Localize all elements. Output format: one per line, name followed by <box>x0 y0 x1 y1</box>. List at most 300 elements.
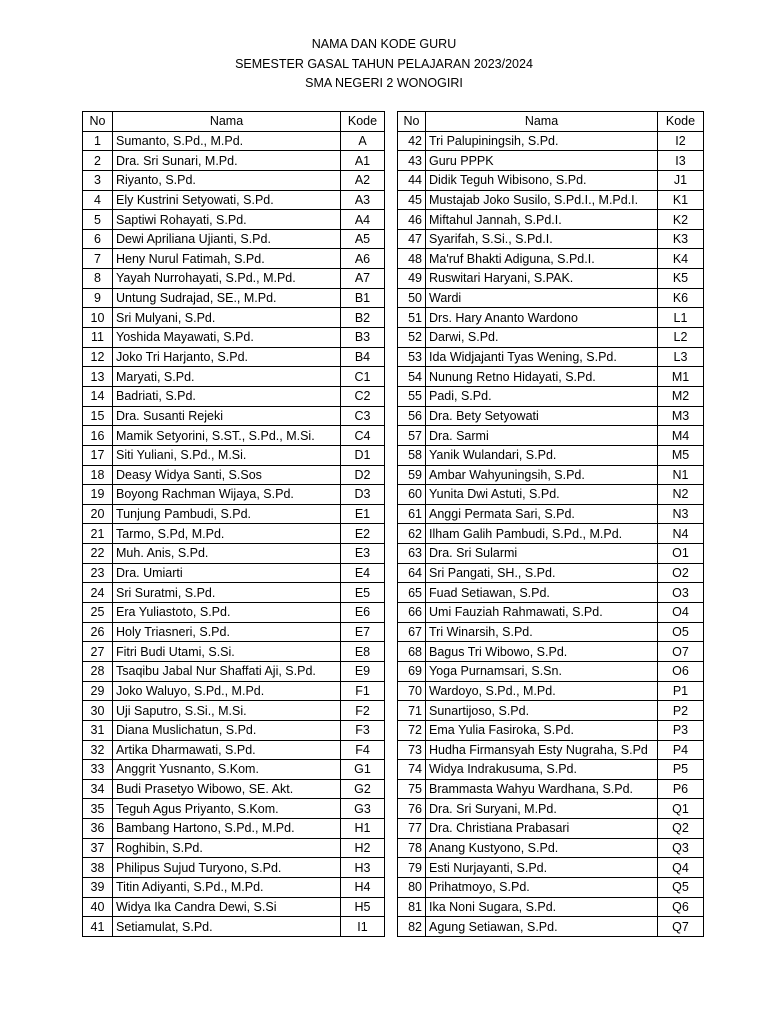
cell-nama: Guru PPPK <box>426 151 658 171</box>
cell-kode: K1 <box>658 190 704 210</box>
table-row <box>398 386 704 406</box>
cell-nama: Tunjung Pambudi, S.Pd. <box>113 504 341 524</box>
cell-kode: O6 <box>658 661 704 681</box>
cell-nama: Nunung Retno Hidayati, S.Pd. <box>426 367 658 387</box>
cell-no: 36 <box>83 819 113 839</box>
cell-nama: Sri Pangati, SH., S.Pd. <box>426 563 658 583</box>
table-row <box>83 917 385 937</box>
table-row <box>398 249 704 269</box>
column-header-kode: Kode <box>341 112 385 132</box>
table-row <box>83 426 385 446</box>
cell-no: 8 <box>83 269 113 289</box>
table-row <box>83 406 385 426</box>
cell-kode: O7 <box>658 642 704 662</box>
cell-kode: Q4 <box>658 858 704 878</box>
table-row <box>398 406 704 426</box>
table-row <box>83 877 385 897</box>
cell-nama: Bambang Hartono, S.Pd., M.Pd. <box>113 819 341 839</box>
cell-no: 44 <box>398 170 426 190</box>
table-row <box>398 485 704 505</box>
cell-no: 77 <box>398 819 426 839</box>
table-row <box>398 897 704 917</box>
column-header-no: No <box>398 112 426 132</box>
table-row <box>398 603 704 623</box>
table-row <box>398 681 704 701</box>
cell-kode: A1 <box>341 151 385 171</box>
cell-nama: Ma'ruf Bhakti Adiguna, S.Pd.I. <box>426 249 658 269</box>
cell-nama: Agung Setiawan, S.Pd. <box>426 917 658 937</box>
table-row <box>83 799 385 819</box>
cell-kode: B4 <box>341 347 385 367</box>
cell-no: 66 <box>398 603 426 623</box>
cell-no: 50 <box>398 288 426 308</box>
table-row <box>83 897 385 917</box>
table-row <box>83 779 385 799</box>
cell-nama: Sunartijoso, S.Pd. <box>426 701 658 721</box>
cell-no: 6 <box>83 229 113 249</box>
cell-no: 41 <box>83 917 113 937</box>
table-row <box>398 229 704 249</box>
cell-kode: C3 <box>341 406 385 426</box>
cell-no: 16 <box>83 426 113 446</box>
cell-kode: F4 <box>341 740 385 760</box>
cell-nama: Anggi Permata Sari, S.Pd. <box>426 504 658 524</box>
table-row <box>398 917 704 937</box>
cell-kode: D3 <box>341 485 385 505</box>
cell-no: 47 <box>398 229 426 249</box>
cell-no: 79 <box>398 858 426 878</box>
cell-kode: Q5 <box>658 877 704 897</box>
cell-no: 64 <box>398 563 426 583</box>
cell-nama: Artika Dharmawati, S.Pd. <box>113 740 341 760</box>
teacher-table-left <box>82 111 385 937</box>
table-row <box>398 799 704 819</box>
table-row <box>398 760 704 780</box>
cell-no: 69 <box>398 661 426 681</box>
table-row <box>398 877 704 897</box>
cell-nama: Ilham Galih Pambudi, S.Pd., M.Pd. <box>426 524 658 544</box>
cell-kode: L1 <box>658 308 704 328</box>
cell-nama: Boyong Rachman Wijaya, S.Pd. <box>113 485 341 505</box>
cell-no: 56 <box>398 406 426 426</box>
cell-nama: Riyanto, S.Pd. <box>113 170 341 190</box>
cell-no: 60 <box>398 485 426 505</box>
cell-nama: Dra. Sarmi <box>426 426 658 446</box>
cell-kode: E8 <box>341 642 385 662</box>
cell-no: 53 <box>398 347 426 367</box>
cell-nama: Dra. Susanti Rejeki <box>113 406 341 426</box>
cell-no: 1 <box>83 131 113 151</box>
table-row <box>83 249 385 269</box>
cell-no: 38 <box>83 858 113 878</box>
document-heading <box>0 35 768 94</box>
cell-no: 78 <box>398 838 426 858</box>
cell-kode: A7 <box>341 269 385 289</box>
table-row <box>83 210 385 230</box>
table-row <box>398 819 704 839</box>
cell-nama: Tri Winarsih, S.Pd. <box>426 622 658 642</box>
cell-nama: Era Yuliastoto, S.Pd. <box>113 603 341 623</box>
cell-kode: G1 <box>341 760 385 780</box>
table-row <box>398 190 704 210</box>
table-row <box>83 819 385 839</box>
cell-no: 80 <box>398 877 426 897</box>
cell-nama: Dra. Sri Suryani, M.Pd. <box>426 799 658 819</box>
cell-kode: O3 <box>658 583 704 603</box>
table-row <box>83 386 385 406</box>
cell-kode: P3 <box>658 720 704 740</box>
cell-no: 26 <box>83 622 113 642</box>
cell-no: 55 <box>398 386 426 406</box>
cell-no: 81 <box>398 897 426 917</box>
cell-nama: Tri Palupiningsih, S.Pd. <box>426 131 658 151</box>
table-row <box>83 603 385 623</box>
cell-no: 14 <box>83 386 113 406</box>
cell-kode: C2 <box>341 386 385 406</box>
cell-nama: Muh. Anis, S.Pd. <box>113 544 341 564</box>
cell-kode: H3 <box>341 858 385 878</box>
cell-kode: E9 <box>341 661 385 681</box>
cell-kode: F2 <box>341 701 385 721</box>
table-row <box>83 445 385 465</box>
table-row <box>398 524 704 544</box>
table-row <box>83 563 385 583</box>
cell-kode: O2 <box>658 563 704 583</box>
cell-kode: E5 <box>341 583 385 603</box>
heading-title: NAMA DAN KODE GURU <box>311 37 457 51</box>
cell-no: 20 <box>83 504 113 524</box>
cell-nama: Teguh Agus Priyanto, S.Kom. <box>113 799 341 819</box>
cell-no: 76 <box>398 799 426 819</box>
cell-nama: Ely Kustrini Setyowati, S.Pd. <box>113 190 341 210</box>
cell-no: 15 <box>83 406 113 426</box>
cell-no: 71 <box>398 701 426 721</box>
cell-no: 61 <box>398 504 426 524</box>
table-row <box>398 701 704 721</box>
cell-no: 37 <box>83 838 113 858</box>
cell-kode: B3 <box>341 328 385 348</box>
cell-kode: M3 <box>658 406 704 426</box>
cell-nama: Bagus Tri Wibowo, S.Pd. <box>426 642 658 662</box>
table-row <box>83 288 385 308</box>
cell-kode: C4 <box>341 426 385 446</box>
cell-nama: Dra. Bety Setyowati <box>426 406 658 426</box>
cell-nama: Maryati, S.Pd. <box>113 367 341 387</box>
cell-no: 31 <box>83 720 113 740</box>
table-row <box>83 485 385 505</box>
table-row <box>83 131 385 151</box>
table-row <box>83 838 385 858</box>
cell-kode: J1 <box>658 170 704 190</box>
cell-kode: I2 <box>658 131 704 151</box>
cell-no: 18 <box>83 465 113 485</box>
cell-nama: Miftahul Jannah, S.Pd.I. <box>426 210 658 230</box>
cell-kode: P5 <box>658 760 704 780</box>
cell-nama: Wardi <box>426 288 658 308</box>
table-row <box>83 308 385 328</box>
cell-kode: N3 <box>658 504 704 524</box>
cell-nama: Syarifah, S.Si., S.Pd.I. <box>426 229 658 249</box>
table-row <box>83 347 385 367</box>
cell-no: 48 <box>398 249 426 269</box>
table-row <box>83 661 385 681</box>
cell-nama: Umi Fauziah Rahmawati, S.Pd. <box>426 603 658 623</box>
cell-nama: Sumanto, S.Pd., M.Pd. <box>113 131 341 151</box>
table-row <box>398 269 704 289</box>
cell-nama: Saptiwi Rohayati, S.Pd. <box>113 210 341 230</box>
cell-nama: Darwi, S.Pd. <box>426 328 658 348</box>
table-row <box>398 583 704 603</box>
cell-no: 21 <box>83 524 113 544</box>
cell-kode: C1 <box>341 367 385 387</box>
table-row <box>398 151 704 171</box>
table-row <box>398 642 704 662</box>
table-row <box>398 504 704 524</box>
table-row <box>398 544 704 564</box>
table-row <box>398 740 704 760</box>
table-row <box>83 720 385 740</box>
cell-kode: K6 <box>658 288 704 308</box>
cell-no: 40 <box>83 897 113 917</box>
cell-no: 68 <box>398 642 426 662</box>
cell-nama: Dra. Sri Sularmi <box>426 544 658 564</box>
cell-kode: Q6 <box>658 897 704 917</box>
cell-no: 70 <box>398 681 426 701</box>
cell-nama: Fuad Setiawan, S.Pd. <box>426 583 658 603</box>
cell-kode: M2 <box>658 386 704 406</box>
cell-kode: K3 <box>658 229 704 249</box>
cell-kode: K5 <box>658 269 704 289</box>
table-row <box>398 328 704 348</box>
cell-kode: F3 <box>341 720 385 740</box>
table-row <box>83 367 385 387</box>
cell-nama: Untung Sudrajad, SE., M.Pd. <box>113 288 341 308</box>
cell-nama: Ruswitari Haryani, S.PAK. <box>426 269 658 289</box>
cell-kode: K4 <box>658 249 704 269</box>
table-row <box>83 465 385 485</box>
cell-no: 32 <box>83 740 113 760</box>
cell-no: 42 <box>398 131 426 151</box>
cell-kode: P4 <box>658 740 704 760</box>
cell-no: 29 <box>83 681 113 701</box>
cell-nama: Yoshida Mayawati, S.Pd. <box>113 328 341 348</box>
cell-kode: Q1 <box>658 799 704 819</box>
cell-nama: Fitri Budi Utami, S.Si. <box>113 642 341 662</box>
cell-no: 22 <box>83 544 113 564</box>
cell-no: 46 <box>398 210 426 230</box>
cell-kode: O4 <box>658 603 704 623</box>
cell-nama: Siti Yuliani, S.Pd., M.Si. <box>113 445 341 465</box>
cell-kode: O1 <box>658 544 704 564</box>
cell-kode: A4 <box>341 210 385 230</box>
table-row <box>398 661 704 681</box>
table-row <box>398 622 704 642</box>
cell-no: 49 <box>398 269 426 289</box>
cell-kode: A <box>341 131 385 151</box>
table-row <box>83 760 385 780</box>
cell-nama: Diana Muslichatun, S.Pd. <box>113 720 341 740</box>
table-row <box>398 367 704 387</box>
cell-kode: M1 <box>658 367 704 387</box>
table-row <box>398 720 704 740</box>
cell-nama: Mamik Setyorini, S.ST., S.Pd., M.Si. <box>113 426 341 446</box>
cell-nama: Yanik Wulandari, S.Pd. <box>426 445 658 465</box>
cell-kode: A2 <box>341 170 385 190</box>
cell-no: 74 <box>398 760 426 780</box>
cell-kode: N4 <box>658 524 704 544</box>
cell-nama: Badriati, S.Pd. <box>113 386 341 406</box>
cell-nama: Padi, S.Pd. <box>426 386 658 406</box>
cell-nama: Brammasta Wahyu Wardhana, S.Pd. <box>426 779 658 799</box>
table-header-row <box>398 112 704 132</box>
cell-no: 45 <box>398 190 426 210</box>
cell-kode: A6 <box>341 249 385 269</box>
cell-nama: Sri Suratmi, S.Pd. <box>113 583 341 603</box>
table-row <box>398 445 704 465</box>
cell-no: 62 <box>398 524 426 544</box>
heading-semester: SEMESTER GASAL TAHUN PELAJARAN 2023/2024 <box>235 56 533 71</box>
teacher-table-right <box>397 111 704 937</box>
cell-no: 24 <box>83 583 113 603</box>
table-row <box>83 190 385 210</box>
cell-nama: Joko Tri Harjanto, S.Pd. <box>113 347 341 367</box>
table-row <box>83 544 385 564</box>
cell-nama: Anggrit Yusnanto, S.Kom. <box>113 760 341 780</box>
cell-kode: Q7 <box>658 917 704 937</box>
table-row <box>83 740 385 760</box>
table-row <box>83 229 385 249</box>
cell-no: 17 <box>83 445 113 465</box>
cell-no: 39 <box>83 877 113 897</box>
cell-no: 11 <box>83 328 113 348</box>
column-header-nama: Nama <box>426 112 658 132</box>
cell-nama: Esti Nurjayanti, S.Pd. <box>426 858 658 878</box>
cell-no: 2 <box>83 151 113 171</box>
cell-kode: H4 <box>341 877 385 897</box>
cell-no: 13 <box>83 367 113 387</box>
cell-nama: Dewi Apriliana Ujianti, S.Pd. <box>113 229 341 249</box>
cell-no: 4 <box>83 190 113 210</box>
table-header-row <box>83 112 385 132</box>
table-row <box>83 269 385 289</box>
table-row <box>83 151 385 171</box>
table-row <box>398 308 704 328</box>
cell-no: 30 <box>83 701 113 721</box>
cell-kode: H1 <box>341 819 385 839</box>
cell-nama: Setiamulat, S.Pd. <box>113 917 341 937</box>
cell-kode: B1 <box>341 288 385 308</box>
table-row <box>398 170 704 190</box>
cell-kode: G2 <box>341 779 385 799</box>
cell-nama: Mustajab Joko Susilo, S.Pd.I., M.Pd.I. <box>426 190 658 210</box>
table-row <box>398 426 704 446</box>
cell-nama: Ika Noni Sugara, S.Pd. <box>426 897 658 917</box>
cell-kode: P2 <box>658 701 704 721</box>
cell-no: 9 <box>83 288 113 308</box>
cell-nama: Ema Yulia Fasiroka, S.Pd. <box>426 720 658 740</box>
column-header-nama: Nama <box>113 112 341 132</box>
cell-nama: Uji Saputro, S.Si., M.Si. <box>113 701 341 721</box>
cell-kode: N1 <box>658 465 704 485</box>
cell-kode: M4 <box>658 426 704 446</box>
cell-no: 59 <box>398 465 426 485</box>
cell-kode: E4 <box>341 563 385 583</box>
table-row <box>398 288 704 308</box>
cell-kode: A5 <box>341 229 385 249</box>
cell-no: 65 <box>398 583 426 603</box>
cell-no: 73 <box>398 740 426 760</box>
cell-no: 28 <box>83 661 113 681</box>
cell-nama: Deasy Widya Santi, S.Sos <box>113 465 341 485</box>
table-row <box>83 504 385 524</box>
cell-kode: E7 <box>341 622 385 642</box>
cell-kode: E3 <box>341 544 385 564</box>
cell-no: 51 <box>398 308 426 328</box>
table-row <box>398 131 704 151</box>
cell-kode: Q3 <box>658 838 704 858</box>
cell-no: 43 <box>398 151 426 171</box>
table-row <box>398 563 704 583</box>
cell-no: 33 <box>83 760 113 780</box>
cell-kode: F1 <box>341 681 385 701</box>
cell-no: 10 <box>83 308 113 328</box>
cell-no: 67 <box>398 622 426 642</box>
cell-no: 3 <box>83 170 113 190</box>
cell-kode: D1 <box>341 445 385 465</box>
cell-nama: Anang Kustyono, S.Pd. <box>426 838 658 858</box>
cell-no: 25 <box>83 603 113 623</box>
cell-nama: Sri Mulyani, S.Pd. <box>113 308 341 328</box>
cell-no: 72 <box>398 720 426 740</box>
cell-kode: L2 <box>658 328 704 348</box>
table-row <box>398 210 704 230</box>
cell-no: 12 <box>83 347 113 367</box>
table-row <box>83 524 385 544</box>
cell-no: 82 <box>398 917 426 937</box>
cell-no: 63 <box>398 544 426 564</box>
cell-no: 58 <box>398 445 426 465</box>
cell-nama: Budi Prasetyo Wibowo, SE. Akt. <box>113 779 341 799</box>
cell-no: 23 <box>83 563 113 583</box>
cell-nama: Roghibin, S.Pd. <box>113 838 341 858</box>
column-header-no: No <box>83 112 113 132</box>
cell-nama: Widya Indrakusuma, S.Pd. <box>426 760 658 780</box>
table-row <box>83 622 385 642</box>
cell-kode: E1 <box>341 504 385 524</box>
cell-nama: Hudha Firmansyah Esty Nugraha, S.Pd <box>426 740 658 760</box>
cell-nama: Tarmo, S.Pd, M.Pd. <box>113 524 341 544</box>
cell-nama: Philipus Sujud Turyono, S.Pd. <box>113 858 341 878</box>
cell-kode: L3 <box>658 347 704 367</box>
cell-no: 19 <box>83 485 113 505</box>
cell-nama: Drs. Hary Ananto Wardono <box>426 308 658 328</box>
table-row <box>398 465 704 485</box>
cell-kode: E2 <box>341 524 385 544</box>
cell-kode: B2 <box>341 308 385 328</box>
table-row <box>83 170 385 190</box>
cell-nama: Widya Ika Candra Dewi, S.Si <box>113 897 341 917</box>
cell-kode: H5 <box>341 897 385 917</box>
cell-nama: Holy Triasneri, S.Pd. <box>113 622 341 642</box>
table-row <box>398 838 704 858</box>
cell-no: 75 <box>398 779 426 799</box>
cell-nama: Joko Waluyo, S.Pd., M.Pd. <box>113 681 341 701</box>
table-row <box>83 328 385 348</box>
column-header-kode: Kode <box>658 112 704 132</box>
cell-nama: Prihatmoyo, S.Pd. <box>426 877 658 897</box>
cell-no: 34 <box>83 779 113 799</box>
cell-nama: Wardoyo, S.Pd., M.Pd. <box>426 681 658 701</box>
